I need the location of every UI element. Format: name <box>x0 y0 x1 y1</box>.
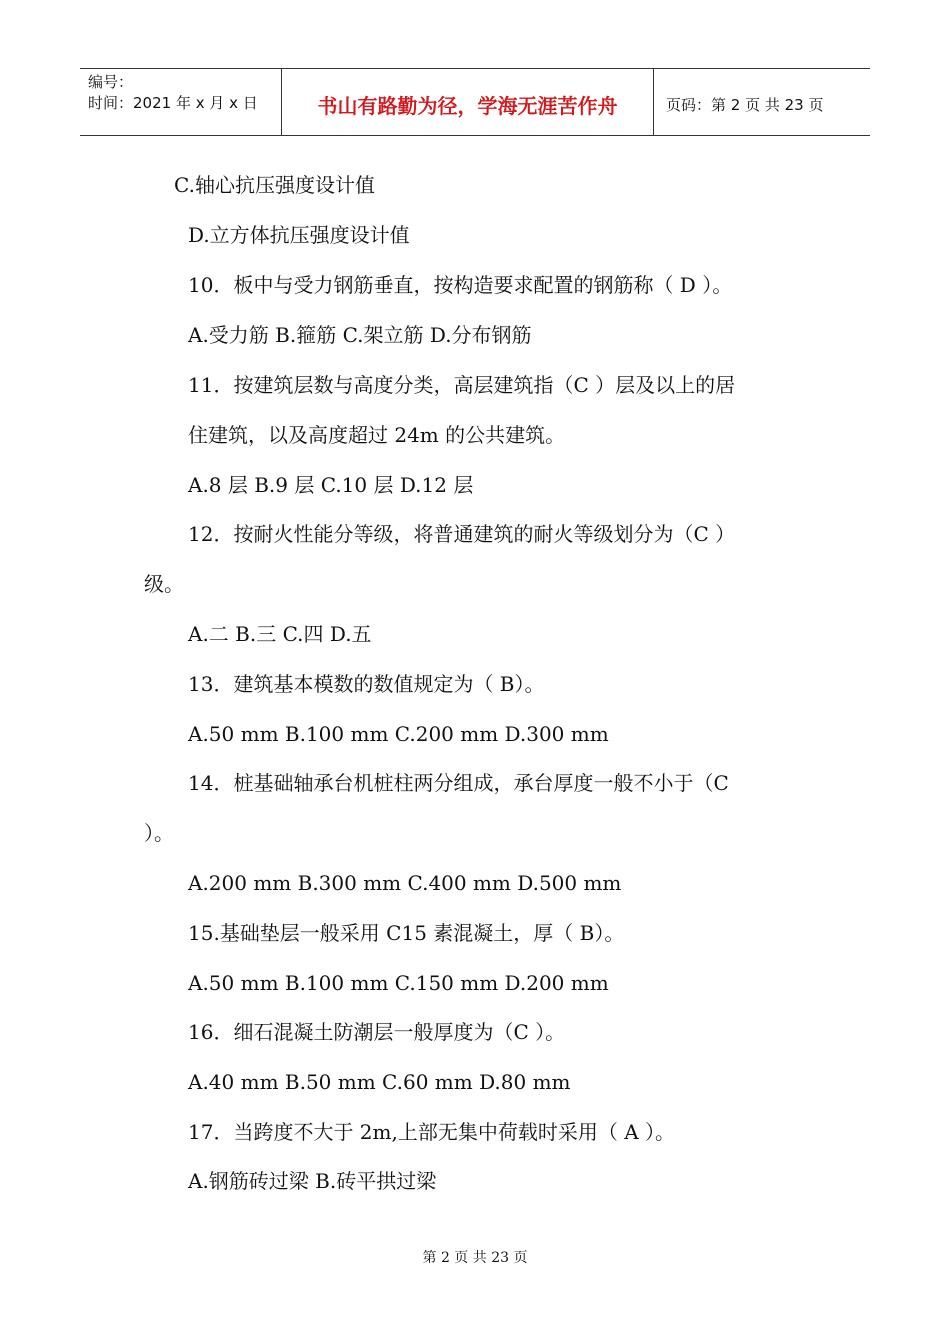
options-11: A.8 层 B.9 层 C.10 层 D.12 层 <box>188 473 474 497</box>
options-12: A.二 B.三 C.四 D.五 <box>188 622 372 646</box>
options-16: A.40 mm B.50 mm C.60 mm D.80 mm <box>188 1070 571 1094</box>
header-motto: 书山有路勤为径，学海无涯苦作舟 <box>282 69 654 135</box>
question-12: 12．按耐火性能分等级，将普通建筑的耐火等级划分为（C ） <box>188 522 736 546</box>
options-14: A.200 mm B.300 mm C.400 mm D.500 mm <box>188 871 622 895</box>
question-10: 10．板中与受力钢筋垂直，按构造要求配置的钢筋称（ D ）。 <box>188 273 733 297</box>
time-label: 时间：2021 年 x 月 x 日 <box>88 94 258 112</box>
text-line: D.立方体抗压强度设计值 <box>188 223 410 247</box>
options-15: A.50 mm B.100 mm C.150 mm D.200 mm <box>188 971 609 995</box>
question-14: 14．桩基础轴承台机桩柱两分组成，承台厚度一般不小于（C <box>188 771 729 795</box>
page-header <box>80 68 870 136</box>
question-14-cont: ）。 <box>144 821 174 845</box>
question-11: 11．按建筑层数与高度分类，高层建筑指（C ）层及以上的居 <box>188 373 736 397</box>
page-footer: 第 2 页 共 23 页 <box>422 1250 528 1266</box>
header-left-cell <box>80 69 282 135</box>
options-10: A.受力筋 B.箍筋 C.架立筋 D.分布钢筋 <box>188 323 532 347</box>
question-16: 16．细石混凝土防潮层一般厚度为（C ）。 <box>188 1020 566 1044</box>
question-15: 15.基础垫层一般采用 C15 素混凝土，厚（ B）。 <box>188 921 625 945</box>
header-page-info: 页码：第 2 页 共 23 页 <box>666 95 824 114</box>
question-17: 17．当跨度不大于 2m,上部无集中荷载时采用（ A ）。 <box>188 1120 676 1144</box>
question-12-cont: 级。 <box>144 572 184 596</box>
options-13: A.50 mm B.100 mm C.200 mm D.300 mm <box>188 722 609 746</box>
text-line: C.轴心抗压强度设计值 <box>174 173 375 197</box>
question-11-cont: 住建筑，以及高度超过 24m 的公共建筑。 <box>188 423 566 447</box>
options-17: A.钢筋砖过梁 B.砖平拱过梁 <box>188 1169 437 1193</box>
serial-label: 编号： <box>88 73 134 91</box>
question-13: 13．建筑基本模数的数值规定为（ B）。 <box>188 672 545 696</box>
